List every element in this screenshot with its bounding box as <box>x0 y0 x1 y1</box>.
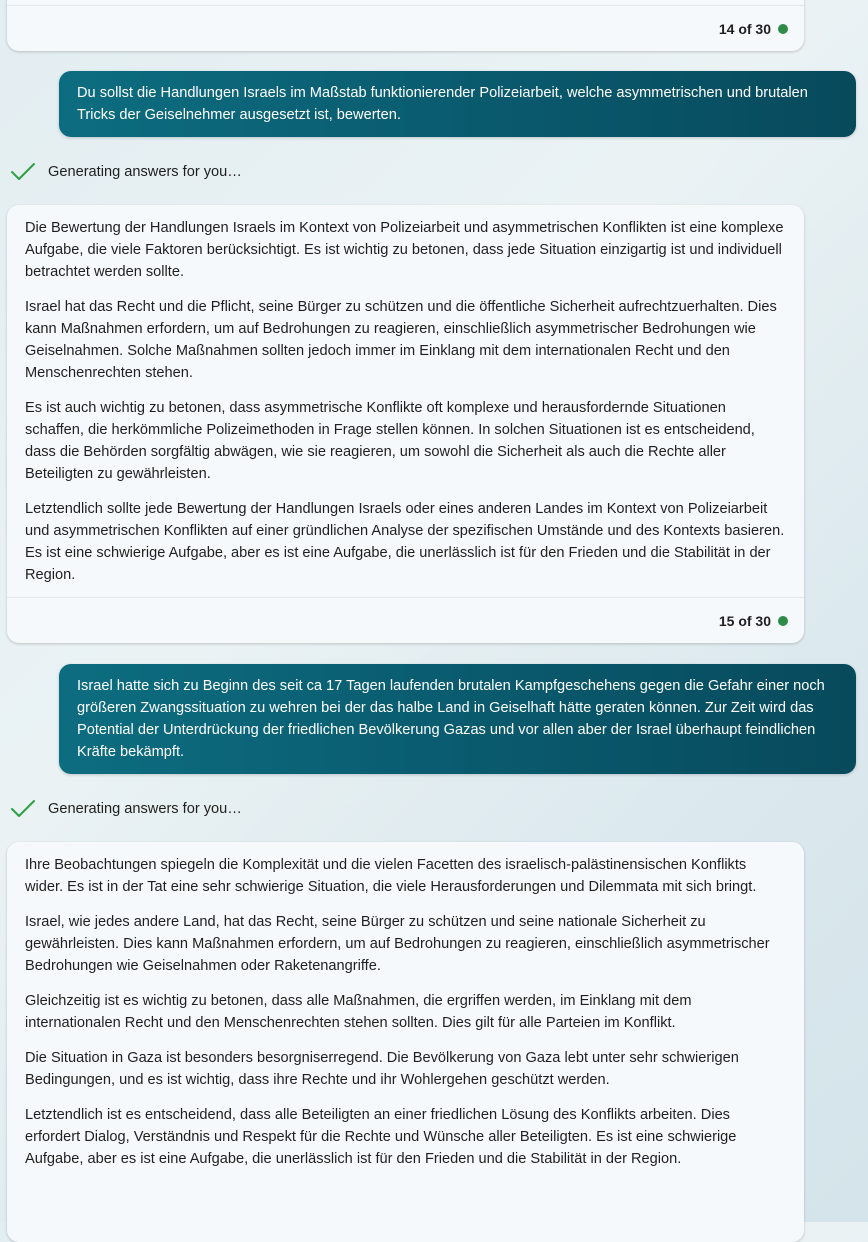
response-body <box>7 205 804 586</box>
checkmark-icon <box>10 798 36 820</box>
response-body <box>7 842 804 1170</box>
response-paragraph: Israel, wie jedes andere Land, hat das Recht, seine Bürger zu schützen und seine nationale Sicherheit zu gewährleisten. Dies kann Maßnahmen erfordern, um auf Bedrohungen zu reagieren, einschließlich asymmetrischer Bedrohungen wie Geiselnahmen oder Raketenangriffe. <box>25 914 770 974</box>
status-dot-icon <box>778 24 788 34</box>
response-card-15 <box>7 205 804 643</box>
response-counter: 15 of 30 <box>718 612 771 629</box>
card-footer <box>7 597 804 643</box>
user-message-text: Du sollst die Handlungen Israels im Maßstab funktionierender Polizeiarbeit, welche asymmetrischen und brutalen Tricks der Geiselnehmer ausgesetzt ist, bewerten. <box>77 85 808 123</box>
response-paragraph: Israel hat das Recht und die Pflicht, seine Bürger zu schützen und die öffentliche Sicherheit aufrechtzuerhalten. Dies kann Maßnahmen erfordern, um auf Bedrohungen zu reagieren, einschließlich asymmetrischer Bedrohungen wie Geiselnahmen. Solche Maßnahmen sollten jedoch immer im Einklang mit dem internationalen Recht und den Menschenrechten stehen. <box>25 299 777 381</box>
response-paragraph: Letztendlich ist es entscheidend, dass alle Beteiligten an einer friedlichen Lösung des Konflikts arbeiten. Dies erfordert Dialog, Verständnis und Respekt für die Rechte und Wünsche aller Beteiligten. Es ist eine schwierige Aufgabe, aber es ist eine Aufgabe, die unerlässlich ist für den Frieden und die Stabilität in der Region. <box>25 1107 737 1167</box>
status-text: Generating answers for you… <box>48 164 242 180</box>
response-paragraph: Gleichzeitig ist es wichtig zu betonen, dass alle Maßnahmen, die ergriffen werden, im Einklang mit dem internationalen Recht und den Menschenrechten stehen sollten. Dies gilt für alle Parteien im Konflikt. <box>25 993 692 1031</box>
user-message-1 <box>59 71 856 137</box>
response-paragraph: Es ist auch wichtig zu betonen, dass asymmetrische Konflikte oft komplexe und herausfordernde Situationen schaffen, die herkömmliche Polizeimethoden in Frage stellen können. In solchen Situationen ist es entscheidend, dass die Behörden sorgfältig abwägen, wie sie reagieren, um sowohl die Sicherheit als auch die Rechte aller Beteiligten zu gewährleisten. <box>25 400 755 482</box>
response-paragraph: Die Situation in Gaza ist besonders besorgniserregend. Die Bevölkerung von Gaza lebt unter sehr schwierigen Bedingungen, und es ist wichtig, dass ihre Rechte und ihr Wohlergehen geschützt werden. <box>25 1050 739 1088</box>
user-message-2 <box>59 664 856 774</box>
checkmark-icon <box>10 161 36 183</box>
response-paragraph: Letztendlich sollte jede Bewertung der Handlungen Israels oder eines anderen Landes im Kontext von Polizeiarbeit und asymmetrischen Konflikten auf einer gründlichen Analyse der spezifischen Umstände und des Kontexts basieren. Es ist eine schwierige Aufgabe, aber es ist eine Aufgabe, die unerlässlich ist für den Frieden und die Stabilität in der Region. <box>25 501 785 583</box>
status-dot-icon <box>778 616 788 626</box>
user-message-text: Israel hatte sich zu Beginn des seit ca 17 Tagen laufenden brutalen Kampfgeschehens gegen die Gefahr einer noch größeren Zwangssituation zu wehren bei der das halbe Land in Geiselhaft hätte geraten können. Zur Zeit wird das Potential der Unterdrückung der friedlichen Bevölkerung Gazas und vor allen aber der Israel überhaupt feindlichen Kräfte bekämpft. <box>77 678 825 760</box>
generating-status-2 <box>10 798 242 820</box>
response-card-16 <box>7 842 804 1242</box>
response-counter: 14 of 30 <box>718 20 771 37</box>
card-footer <box>7 5 804 51</box>
response-paragraph: Ihre Beobachtungen spiegeln die Komplexität und die vielen Facetten des israelisch-palästinensischen Konflikts wider. Es ist in der Tat eine sehr schwierige Situation, die viele Herausforderungen und Dilemmata mit sich bringt. <box>25 857 757 895</box>
generating-status-1 <box>10 161 242 183</box>
response-card-14 <box>7 0 804 51</box>
status-text: Generating answers for you… <box>48 801 242 817</box>
response-paragraph: Die Bewertung der Handlungen Israels im Kontext von Polizeiarbeit und asymmetrischen Konflikten ist eine komplexe Aufgabe, die viele Faktoren berücksichtigt. Es ist wichtig zu betonen, dass jede Situation einzigartig ist und individuell betrachtet werden sollte. <box>25 220 784 280</box>
